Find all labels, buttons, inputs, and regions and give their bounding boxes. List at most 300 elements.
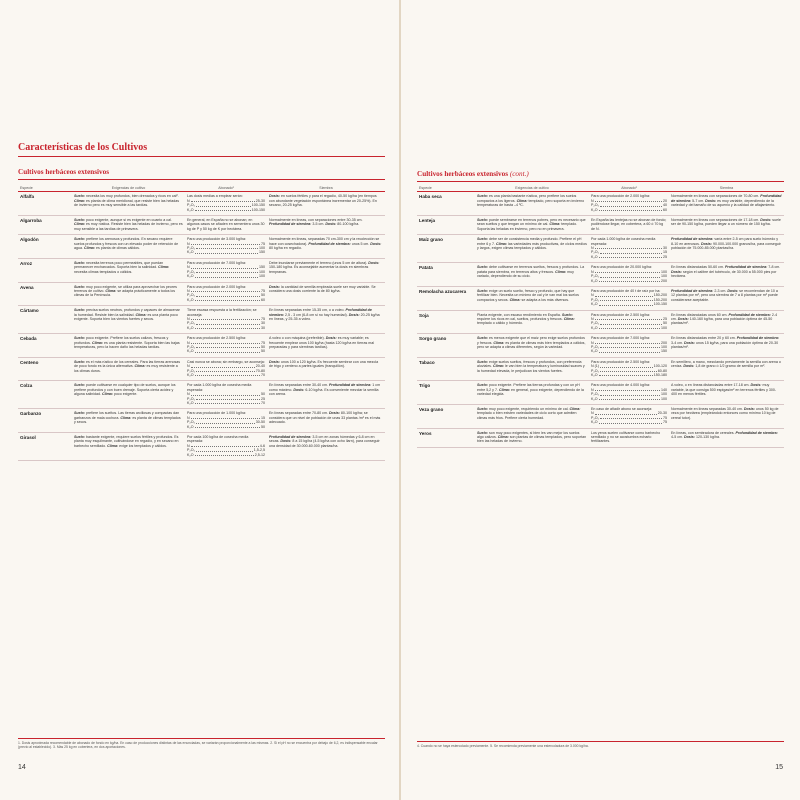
- requirement-text: se adapta a los más diversos.: [520, 297, 570, 302]
- nutrient-value: 60-80: [657, 368, 667, 373]
- requirement-label: Clima:: [101, 392, 113, 397]
- dot-leader: [595, 246, 662, 249]
- nutrient-line: [187, 373, 265, 377]
- sowing-label: Profundidad de siembra:: [308, 241, 351, 246]
- requirements-cell: [475, 192, 589, 216]
- sowing-text: Normalmente en líneas, separadas 70 cm-300 cm y la recolección se hace con cosechadora).: [269, 237, 380, 246]
- requirement-label: Suelo:: [74, 359, 85, 364]
- fertilizer-cell: [185, 216, 267, 235]
- crops-table-right: [417, 185, 784, 448]
- nutrient-name: K₂O: [591, 373, 598, 377]
- dot-leader: [600, 203, 662, 206]
- dot-leader: [600, 369, 657, 372]
- requirement-label: Clima:: [497, 435, 509, 440]
- crops-table-left: [18, 185, 385, 461]
- requirement-label: Suelo:: [74, 383, 85, 388]
- section-rule: [417, 181, 784, 182]
- nutrient-name: K₂O: [187, 250, 194, 255]
- sowing-text: 8 a 15 kg/ha (4-5 kg/ha con ocho llarn), para conseguir una densidad de 30.000-60.000 plantas/ha.: [269, 439, 380, 448]
- fertilizer-cell: [185, 192, 267, 216]
- requirement-label: Clima:: [509, 297, 521, 302]
- page-left: [0, 0, 399, 800]
- fertilizer-cell: [185, 433, 267, 461]
- fertilizer-cell: [185, 306, 267, 334]
- fertilizer-text: Para una producción de 20.000 kg/ha:: [591, 265, 652, 270]
- crop-name: Arroz: [18, 258, 72, 282]
- header-especie: Especie: [18, 185, 72, 192]
- footnote: 4. Cuando no se haya estercolado previamente. 5. Se recomienda previamente una estercoladura de 3.000 kg/ha.: [417, 744, 589, 748]
- crop-name: Girasol: [18, 433, 72, 461]
- table-row: [417, 235, 784, 263]
- sowing-text: Debe inundarse previamente el terreno (unos 5 cm de altura).: [269, 260, 369, 265]
- sowing-text: 1,8 de grano ó 1/2 gramo de semilla por m².: [694, 364, 766, 369]
- nutrient-line: [591, 279, 667, 283]
- requirement-label: Suelo:: [477, 194, 488, 199]
- requirement-text: poco exigente, aunque sí es exigente en cuanto a cal.: [84, 218, 172, 223]
- nutrient-value: 1,5-2,5: [253, 448, 265, 453]
- sowing-text: En líneas separadas entre 30-40 cm.: [269, 383, 329, 388]
- fertilizer-cell: [589, 192, 669, 216]
- sowing-cell: [267, 258, 385, 282]
- sowing-label: Dosis:: [683, 364, 695, 369]
- crop-name: Remolacha azucarera: [417, 286, 475, 310]
- crop-name: Tabaco: [417, 357, 475, 381]
- nutrient-line: [591, 326, 667, 330]
- nutrient-line: [187, 274, 265, 278]
- nutrient-name: N: [187, 415, 190, 420]
- requirement-label: Clima:: [91, 340, 103, 345]
- requirement-label: Suelo:: [477, 359, 488, 364]
- sowing-label: Dosis:: [269, 284, 280, 289]
- sowing-text: en suelos fértiles y para el regadío, 40-50 kg/ha (en tiempos con abundante vegetación espontánea incrementar un 20-25%). En secano, 20-25 kg/ha.: [269, 194, 377, 208]
- section-continued: (cont.): [509, 170, 529, 178]
- requirement-text: es una planta bastante rústica, pero prefiere los suelos compactos a los ligeros.: [477, 194, 577, 203]
- table-row: [417, 263, 784, 287]
- dot-leader: [595, 199, 662, 202]
- nutrient-name: K₂O: [591, 349, 598, 354]
- table-row: [417, 405, 784, 429]
- nutrient-value: 20: [663, 198, 667, 203]
- nutrient-value: 150: [259, 265, 265, 270]
- nutrient-value: 20-40: [255, 364, 265, 369]
- fertilizer-cell: [589, 263, 669, 287]
- dot-leader: [196, 321, 260, 324]
- fertilizer-cell: [185, 282, 267, 306]
- dot-leader: [600, 364, 653, 367]
- nutrient-name: P₂O₅: [591, 274, 600, 279]
- sowing-text: 3-5 cm en zonas húmedas y 6-8 cm en secas.: [269, 435, 375, 444]
- nutrient-name: P₂O₅: [187, 293, 196, 298]
- nutrient-name: K₂O: [187, 325, 194, 330]
- requirement-label: Suelo:: [74, 336, 85, 341]
- dot-leader: [595, 341, 660, 344]
- requirement-label: Clima:: [135, 312, 147, 317]
- requirement-label: Suelo:: [477, 430, 488, 435]
- fertilizer-text: Por cada 1.000 kg/ha de cosecha media esperada:: [591, 237, 656, 246]
- requirement-label: Suelo:: [74, 284, 85, 289]
- sowing-text: 6-10 kg/ha. Es conveniente mezclar la semilla con arena.: [269, 387, 379, 397]
- dot-leader: [599, 279, 660, 282]
- requirement-label: Clima:: [120, 415, 132, 420]
- table-row: [417, 286, 784, 310]
- nutrient-line: [187, 425, 265, 429]
- sowing-text: 120-130 kg/ha.: [694, 435, 720, 440]
- dot-leader: [196, 246, 258, 249]
- requirements-cell: [72, 381, 185, 409]
- crop-name: Soja: [417, 310, 475, 334]
- sowing-label: Dosis:: [293, 387, 305, 392]
- requirements-cell: [72, 409, 185, 433]
- sowing-label: Dosis:: [368, 260, 380, 265]
- page-right: [401, 0, 800, 800]
- sowing-label: Dosis:: [683, 435, 695, 440]
- requirement-text: es una planta poco exigente. Soporta bien los vientos fuertes y secos.: [74, 312, 178, 321]
- requirement-label: Clima:: [84, 246, 95, 251]
- nutrient-name: P₂O₅: [591, 250, 600, 255]
- nutrient-value: 100: [661, 396, 667, 401]
- requirement-label: Clima:: [74, 222, 85, 227]
- requirement-text: en general, poco exigente, dependiendo de la variedad elegida.: [477, 387, 584, 397]
- sowing-text: varía entre 2-5 cm para suelo húmedo y 8-10 en arenosos.: [671, 237, 779, 246]
- requirement-label: Suelo:: [74, 194, 85, 199]
- requirement-text: poco exigente.: [112, 392, 138, 397]
- requirements-cell: [475, 334, 589, 358]
- fertilizer-cell: [589, 334, 669, 358]
- fertilizer-text: Los yeros suelen cultivarse como barbecho semillado y no se acostumbra echarlo fertilizantes.: [591, 430, 661, 444]
- sowing-label: Profundidad de siembra:: [724, 265, 768, 270]
- footnote: 1. Dosis aproximada recomendable de abonado de fondo en kg/ha. En caso de producciones distintas de las enunciadas, se variarán proporcionalmente a las mismas. 2. Si el pH no se encuentra por debajo de 6,2, es indispensable encalar (previo al establecido). 3. Más 25 kg en cobertera, en dos aportaciones.: [18, 741, 378, 750]
- requirement-text: es planta de climas cálidos.: [94, 246, 140, 251]
- sowing-label: Profundidad de siembra:: [671, 237, 714, 242]
- sowing-cell: [267, 192, 385, 216]
- requirement-label: Clima:: [105, 288, 117, 293]
- nutrient-line: [187, 349, 265, 353]
- dot-leader: [595, 388, 660, 391]
- nutrient-value: 200: [661, 278, 667, 283]
- sowing-label: Dosis:: [325, 336, 337, 341]
- sowing-cell: [669, 381, 784, 405]
- nutrient-name: K₂O: [187, 424, 194, 429]
- dot-leader: [195, 401, 260, 404]
- requirement-text: exige suelos sueltos, frescos y profundos, con preferencia aluviales.: [477, 359, 582, 369]
- fertilizer-cell: [589, 357, 669, 381]
- table-row: [417, 428, 784, 447]
- sowing-text: es muy variable, dependiendo de la variedad y del tamaño de su aquenio y la calidad de afiajamiento.: [671, 198, 776, 208]
- sowing-label: Dosis:: [370, 241, 382, 246]
- dot-leader: [195, 349, 260, 352]
- nutrient-value: 75: [261, 288, 265, 293]
- dot-leader: [195, 208, 251, 211]
- nutrient-value: 60: [663, 207, 667, 212]
- sowing-label: Dosis:: [328, 411, 340, 416]
- nutrient-name: N: [591, 411, 594, 416]
- header-exigencias: Exigencias de cultivo: [72, 185, 185, 192]
- fertilizer-cell: [185, 357, 267, 381]
- nutrient-line: [591, 208, 667, 212]
- crop-name: Yeros: [417, 428, 475, 447]
- requirements-cell: [72, 334, 185, 358]
- dot-leader: [599, 397, 660, 400]
- requirement-label: Clima:: [107, 443, 119, 448]
- sowing-label: Profundidad de siembra:: [269, 222, 312, 227]
- crop-name: Cártamo: [18, 306, 72, 334]
- table-row: [417, 310, 784, 334]
- sowing-cell: [669, 334, 784, 358]
- nutrient-value: 100: [259, 246, 265, 251]
- table-row: [18, 216, 385, 235]
- nutrient-value: 100: [661, 269, 667, 274]
- dot-leader: [599, 208, 662, 211]
- nutrient-name: P₂O₅: [187, 448, 196, 453]
- dot-leader: [600, 416, 662, 419]
- nutrient-name: P₂O₅: [187, 246, 196, 251]
- fertilizer-cell: [589, 216, 669, 235]
- table-row: [18, 282, 385, 306]
- page-number: 15: [775, 764, 783, 771]
- requirement-label: Clima:: [74, 198, 85, 203]
- crop-name: Alfalfa: [18, 192, 72, 216]
- nutrient-line: [591, 255, 667, 259]
- table-row: [417, 192, 784, 216]
- crop-name: Avena: [18, 282, 72, 306]
- nutrient-name: N: [187, 443, 190, 448]
- sowing-text: 7-8 cm.: [767, 265, 781, 270]
- sowing-text: Normalmente en líneas, con separaciones entre 30-35 cm.: [269, 218, 363, 223]
- requirement-label: Suelo:: [477, 383, 488, 388]
- requirement-text: es una planta resistente. Soporta bien las bajas temperaturas, pero la hacen daño las heladas tardías.: [74, 340, 180, 349]
- nutrient-value: 30: [663, 246, 667, 251]
- nutrient-name: N: [187, 340, 190, 345]
- requirement-label: Clima:: [492, 364, 504, 369]
- nutrient-value: 150-180: [653, 373, 667, 377]
- requirements-cell: [72, 357, 185, 381]
- nutrient-name: P₂O₅: [187, 396, 196, 401]
- crops-table-body: [18, 192, 385, 461]
- requirement-text: necesita climas templados o cálidos.: [74, 269, 133, 274]
- sowing-text: unos 50 kg de veza por hectárea (empleándolo entonces como mínimo 10 kg de cereal tutor).: [671, 407, 779, 420]
- nutrient-name: N: [187, 316, 190, 321]
- nutrient-value: 30: [261, 321, 265, 326]
- requirements-cell: [72, 216, 185, 235]
- dot-leader: [595, 293, 653, 296]
- nutrient-value: 75: [261, 340, 265, 345]
- nutrient-name: P₂O₅: [591, 392, 600, 397]
- sowing-label: Dosis:: [727, 288, 739, 293]
- requirements-cell: [475, 286, 589, 310]
- sowing-label: Dosis:: [269, 194, 280, 199]
- requirement-label: Suelo:: [561, 312, 573, 317]
- sowing-text: En líneas distanciadas 50-60 cm.: [671, 265, 725, 270]
- nutrient-value: 75: [663, 420, 667, 425]
- fertilizer-text: Para una producción de 2.500 kg/ha:: [591, 312, 650, 317]
- sowing-text: según el calibre del tubérculo, de 30.000 a 55.000 pies por hectárea.: [671, 269, 777, 279]
- nutrient-name: K₂O: [591, 207, 598, 212]
- sowing-label: Profundidad de siembra:: [728, 312, 771, 317]
- nutrient-name: K₂O: [187, 373, 194, 377]
- requirement-text: prefiere los arenosos y profundos. En secano requiere suelos profundos y frescos con un elevado poder de retención de agua.: [74, 237, 179, 251]
- fertilizer-text: Para una producción de 4.000 kg/ha:: [591, 383, 650, 388]
- sowing-text: 1 cm como máximo.: [269, 383, 381, 392]
- section-title: Cultivos herbáceos extensivos: [18, 168, 110, 176]
- dot-leader: [595, 317, 662, 320]
- nutrient-line: [187, 401, 265, 405]
- sowing-label: Profundidad de siembra:: [671, 288, 714, 293]
- crop-name: Cebada: [18, 334, 72, 358]
- requirements-cell: [475, 216, 589, 235]
- nutrient-value: 150: [259, 250, 265, 255]
- nutrient-name: K₂O: [187, 349, 194, 354]
- sowing-cell: [669, 405, 784, 429]
- requirement-text: templado o bien existen variedades de ciclo corto que admiten climas más frios. Prefiere cierta humedad.: [477, 411, 577, 420]
- fertilizer-text: Por cada 100 kg/ha de cosecha media esperada:: [187, 435, 249, 444]
- footnote-rule: [417, 741, 784, 742]
- requirement-label: Clima:: [158, 265, 170, 270]
- sowing-text: Normalmente en líneas con separaciones de 17-18 cm.: [671, 218, 761, 223]
- nutrient-value: 50: [261, 424, 265, 429]
- nutrient-value: 60: [261, 297, 265, 302]
- nutrient-name: N (1): [591, 364, 599, 369]
- dot-leader: [196, 369, 255, 372]
- sowing-text: 80-100 kg/ha.: [336, 222, 360, 227]
- nutrient-value: 50: [261, 349, 265, 354]
- sowing-label: Dosis:: [348, 312, 360, 317]
- nutrient-value: 75: [663, 415, 667, 420]
- nutrient-line: [591, 397, 667, 401]
- requirements-cell: [72, 306, 185, 334]
- nutrient-value: 50: [261, 293, 265, 298]
- sowing-cell: [267, 409, 385, 433]
- dot-leader: [600, 274, 660, 277]
- nutrient-value: 200: [661, 340, 667, 345]
- fertilizer-text: Para una producción de 2.000 kg/ha:: [591, 194, 650, 199]
- table-row: [417, 357, 784, 381]
- requirement-text: templado. Soporta las heladas en invierno, pero no en primavera.: [477, 222, 578, 231]
- sowing-label: Dosis:: [280, 439, 292, 444]
- nutrient-value: 70: [261, 373, 265, 377]
- requirements-cell: [72, 433, 185, 461]
- sowing-cell: [669, 357, 784, 381]
- sowing-cell: [267, 433, 385, 461]
- sowing-text: 3-5 cm.: [311, 222, 326, 227]
- sowing-cell: [669, 192, 784, 216]
- fertilizer-text: Para una producción de 7.000 kg/ha:: [187, 260, 246, 265]
- requirement-text: templado o cálido y húmedo.: [477, 321, 523, 326]
- dot-leader: [600, 250, 662, 253]
- dot-leader: [191, 444, 259, 447]
- sowing-text: muy variable, la que consiga 500 espigas/m² en terrenos fértiles y 300-400 en menos fértiles.: [671, 383, 777, 397]
- crops-table-body: [417, 192, 784, 447]
- dot-leader: [191, 265, 258, 268]
- nutrient-name: N: [187, 265, 190, 270]
- sowing-label: Dosis:: [750, 383, 762, 388]
- crop-name: Haba seca: [417, 192, 475, 216]
- fertilizer-text: Para una producción de 2.500 kg/ha:: [591, 359, 650, 364]
- sowing-text: Normalmente en líneas separadas 30-40 cm.: [671, 407, 744, 412]
- sowing-text: Normalmente en líneas con separaciones de 70-80 cm.: [671, 194, 761, 199]
- dot-leader: [191, 364, 255, 367]
- section-rule: [18, 179, 385, 180]
- fertilizer-text: Las dosis medias a emplear serán:: [187, 194, 243, 199]
- nutrient-value: 150-200: [653, 293, 667, 298]
- requirement-text: las variedades más productivas, de ciclos medios y largos, exigen climas templados y cálidos.: [477, 241, 587, 251]
- table-row: [18, 409, 385, 433]
- sowing-text: la cantidad de semilla empleada suele ser muy variable. Se considera una dosis corriente la de 80 kg/ha.: [269, 284, 376, 293]
- header-siembra: Siembra: [267, 185, 385, 192]
- sowing-text: 80 kg/ha en regadío.: [269, 246, 302, 251]
- table-row: [18, 381, 385, 409]
- sowing-label: Dosis:: [705, 198, 717, 203]
- nutrient-name: K₂O: [187, 207, 194, 212]
- nutrient-name: P₂O₅: [187, 344, 196, 349]
- requirement-text: necesita terrenos poco permeables, que puedan permanecer encharcados. Soporta bien la salinidad.: [74, 260, 164, 270]
- dot-leader: [191, 341, 260, 344]
- fertilizer-cell: [185, 258, 267, 282]
- nutrient-value: 15: [261, 415, 265, 420]
- sowing-text: En semillero, a mano, mezclando previamente la semilla con arena o ceniza.: [671, 359, 781, 369]
- requirement-text: requiere los ricos en cal, sueltos, profundos y frescos.: [477, 316, 564, 321]
- sowing-text: 2-3 cm.: [713, 288, 728, 293]
- sowing-text: En líneas separadas entre 70-80 cm.: [269, 411, 329, 416]
- requirement-label: Clima:: [555, 269, 567, 274]
- nutrient-name: K₂O: [591, 302, 598, 307]
- sowing-cell: [669, 310, 784, 334]
- dot-leader: [191, 199, 255, 202]
- sowing-text: unos 5 cm.: [350, 241, 371, 246]
- requirements-cell: [475, 428, 589, 447]
- sowing-label: Profundidad de siembra:: [269, 308, 372, 317]
- dot-leader: [196, 448, 253, 451]
- crop-name: Algarroba: [18, 216, 72, 235]
- sowing-text: 20-25 kg/ha en líneas, y 25-35 a voleo.: [269, 312, 380, 321]
- fertilizer-text: En España las lentejas no se abonan de fondo; pudiéndose llegar, en cobertera, a 60 ó 70 kg de N.: [591, 218, 667, 231]
- header-abonado: Abonado¹: [185, 185, 267, 192]
- requirement-text: son muy poco exigentes, si bien les van mejor los suelos algo calizos.: [477, 430, 580, 440]
- nutrient-value: 15: [663, 250, 667, 255]
- nutrient-name: K₂O: [591, 278, 598, 283]
- sowing-label: Dosis:: [743, 407, 755, 412]
- nutrient-value: 40: [663, 203, 667, 208]
- sowing-cell: [669, 263, 784, 287]
- header-abonado: Abonado¹: [589, 185, 669, 192]
- sowing-text: 150-180 kg/ha. Es aconsejable aumentar la dosis en siembras tempranas.: [269, 265, 369, 274]
- dot-leader: [196, 293, 260, 296]
- requirement-text: es planta de climas más bien templados a cálidos, pero se adapta a climas diferentes, según la variedad.: [477, 340, 586, 349]
- requirement-text: Planta exigente, con escaso rendimiento en España.: [477, 312, 562, 317]
- requirement-text: le van bien la temperatura y luminosidad suaves y la humedad elevada, le perjudican los vientos fuertes.: [477, 364, 585, 373]
- nutrient-name: P₂O₅: [591, 297, 600, 302]
- nutrient-value: 25: [663, 254, 667, 259]
- nutrient-line: [187, 208, 265, 212]
- fertilizer-cell: [185, 235, 267, 259]
- requirement-text: debe cultivarse en terrenos sueltos, frescos y profundos. La patata para siembra, en terrenos altos y frescos.: [477, 265, 585, 274]
- requirement-text: es planta de clima meridional, que resiste bien las heladas de invierno pero es muy sensible a las tardías.: [74, 198, 180, 208]
- requirement-label: Clima:: [498, 387, 510, 392]
- nutrient-name: P₂O₅: [187, 368, 196, 373]
- fertilizer-text: Para una producción de 1.000 kg/ha:: [187, 411, 246, 416]
- sowing-label: Dosis:: [760, 218, 772, 223]
- fertilizer-cell: [185, 409, 267, 433]
- nutrient-name: N: [591, 198, 594, 203]
- dot-leader: [196, 203, 251, 206]
- dot-leader: [599, 349, 660, 352]
- header-siembra: Siembra: [669, 185, 784, 192]
- requirement-label: Clima:: [549, 222, 561, 227]
- requirement-text: poco exigente. Prefiere los suelos calizos, frescos y profundos.: [74, 336, 169, 345]
- crop-name: Sorgo grano: [417, 334, 475, 358]
- sowing-cell: [267, 334, 385, 358]
- requirement-label: Clima:: [493, 340, 505, 345]
- dot-leader: [191, 289, 260, 292]
